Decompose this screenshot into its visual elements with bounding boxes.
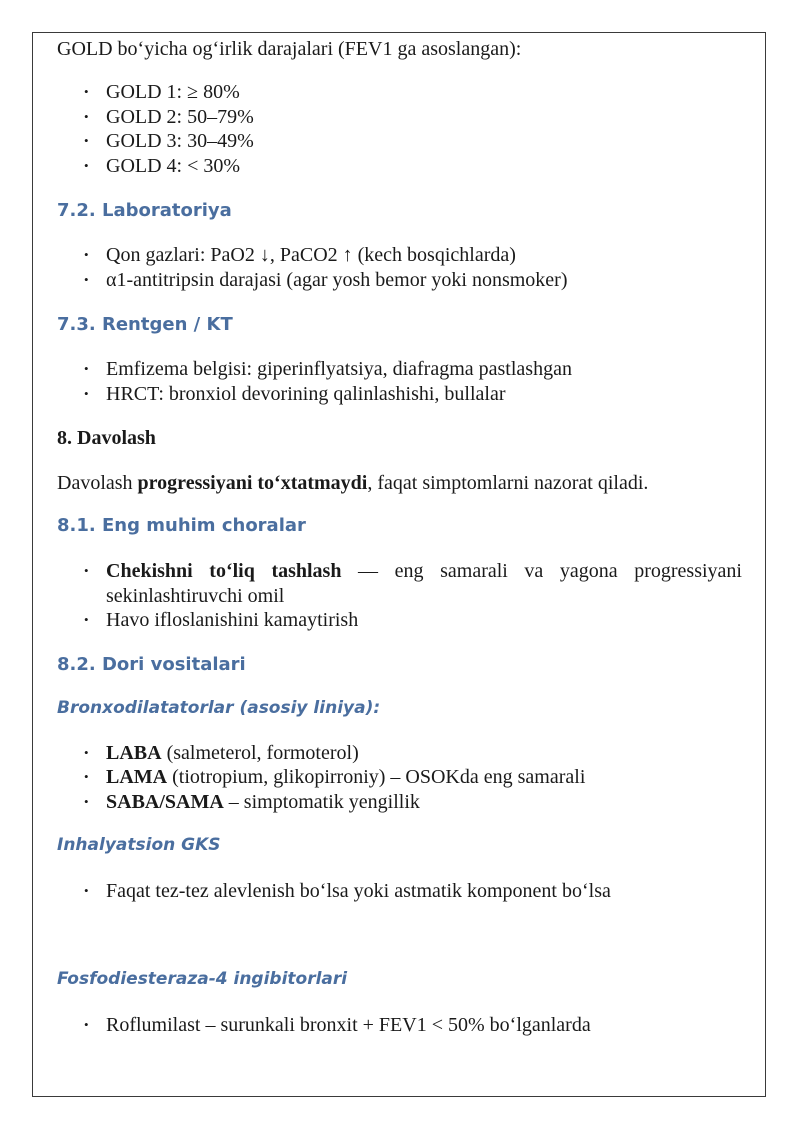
treatment-intro: Davolash progressiyani to‘xtatmaydi, faqat simptomlarni nazorat qiladi. xyxy=(57,472,649,494)
section-heading-laboratory: 7.2. Laboratoriya xyxy=(57,200,232,221)
gold-list xyxy=(57,80,742,178)
lab-list xyxy=(57,243,742,292)
list-item: • GOLD 4: < 30% xyxy=(57,154,742,179)
subheading-bronchodilators: Bronxodilatatorlar (asosiy liniya): xyxy=(57,697,381,718)
section-heading-xray: 7.3. Rentgen / KT xyxy=(57,314,233,335)
list-item: • LAMA (tiotropium, glikopirroniy) – OSOKda eng samarali xyxy=(57,765,742,790)
list-item: • SABA/SAMA – simptomatik yengillik xyxy=(57,790,742,815)
bronchodilators-list xyxy=(57,741,742,815)
subheading-inhaled-gks: Inhalyatsion GKS xyxy=(57,835,221,855)
inhaled-list xyxy=(57,879,742,904)
pde4-list xyxy=(57,1013,742,1038)
list-item: • Faqat tez-tez alevlenish bo‘lsa yoki astmatik komponent bo‘lsa xyxy=(57,879,742,904)
list-item: • Emfizema belgisi: giperinflyatsiya, diafragma pastlashgan xyxy=(57,357,742,382)
list-item: • GOLD 2: 50–79% xyxy=(57,105,742,130)
section-heading-treatment: 8. Davolash xyxy=(57,427,156,449)
section-heading-drugs: 8.2. Dori vositalari xyxy=(57,653,246,675)
subheading-pde4-inhibitors: Fosfodiesteraza-4 ingibitorlari xyxy=(57,968,348,989)
list-item: • α1-antitripsin darajasi (agar yosh bemor yoki nonsmoker) xyxy=(57,268,742,293)
list-item: • HRCT: bronxiol devorining qalinlashishi, bullalar xyxy=(57,382,742,407)
xray-list xyxy=(57,357,742,406)
list-item: • Chekishni to‘liq tashlash — eng samarali va yagona progressiyani sekinlashtiruvchi omil xyxy=(57,559,742,608)
list-item: • LABA (salmeterol, formoterol) xyxy=(57,741,742,766)
list-item: • Qon gazlari: PaO2 ↓, PaCO2 ↑ (kech bosqichlarda) xyxy=(57,243,742,268)
gold-intro: GOLD bo‘yicha og‘irlik darajalari (FEV1 ga asoslangan): xyxy=(57,38,522,60)
section-heading-measures: 8.1. Eng muhim choralar xyxy=(57,515,306,536)
list-item: • GOLD 3: 30–49% xyxy=(57,129,742,154)
list-item: • GOLD 1: ≥ 80% xyxy=(57,80,742,105)
list-item: • Roflumilast – surunkali bronxit + FEV1 < 50% bo‘lganlarda xyxy=(57,1013,742,1038)
list-item: • Havo ifloslanishini kamaytirish xyxy=(57,608,742,633)
measures-list xyxy=(57,559,742,633)
document-body xyxy=(57,36,742,1037)
